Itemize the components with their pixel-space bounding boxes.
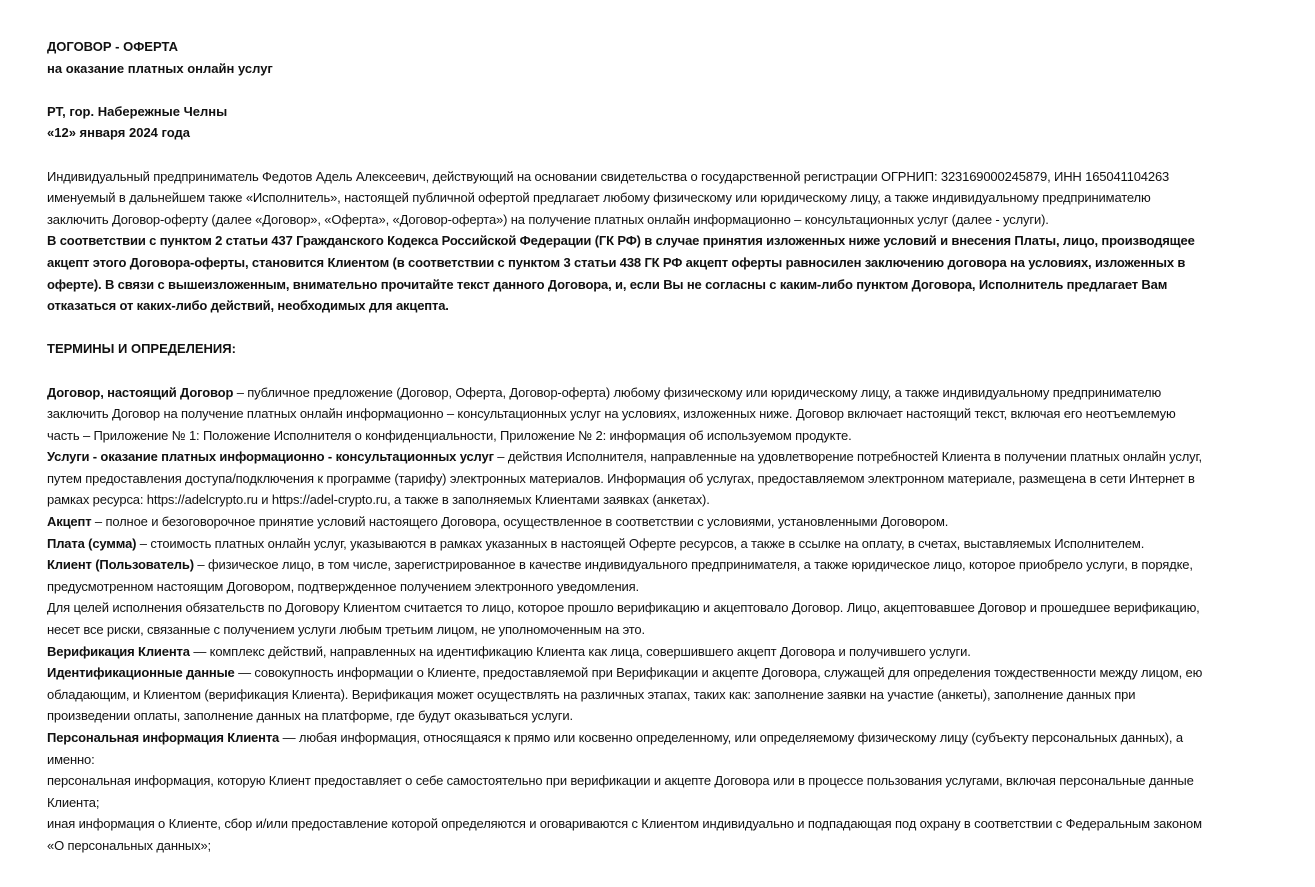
term-definition: — комплекс действий, направленных на идентификацию Клиента как лица, совершившего акцепт Договора и получившего услуги.: [189, 643, 971, 659]
term-services: [47, 446, 1207, 511]
terms-heading: ТЕРМИНЫ И ОПРЕДЕЛЕНИЯ:: [47, 341, 236, 357]
intro-paragraph: Индивидуальный предприниматель Федотов Адель Алексеевич, действующий на основании свидетельства о государственной регистрации ОГРНИП: 323169000245879, ИНН 165041104263 именуемый в дальнейшем также «Исполнитель», настоящей публичной офертой предлагает любому физическому или юридическому лицу, а также индивидуальному предпринимателю заключить Договор-оферту (далее «Договор», «Оферта», «Договор-оферта») на получение платных онлайн информационно – консультационных услуг (далее - услуги).: [47, 168, 1170, 227]
term-name: Услуги - оказание платных информационно - консультационных услуг: [47, 449, 494, 465]
document-place: РТ, гор. Набережные Челны: [47, 103, 228, 119]
document-date: «12» января 2024 года: [47, 125, 191, 141]
term-definition: – полное и безоговорочное принятие условий настоящего Договора, осуществленное в соответствии с условиями, установленными Договором.: [91, 514, 949, 530]
term-name: Договор, настоящий Договор: [47, 384, 234, 400]
spacer: [47, 360, 1207, 382]
term-verification: [47, 641, 1207, 663]
term-definition: персональная информация, которую Клиент предоставляет о себе самостоятельно при верификации и акцепте Договора или в процессе пользования услугами, включая персональные данные Клиента;: [47, 773, 1194, 810]
client-clarification: [47, 597, 1207, 640]
term-definition: – действия Исполнителя, направленные на удовлетворение потребностей Клиента в получении платных онлайн услуг, путем предоставления доступа/подключения к программе (тарифу) электронных материалов. Информация об услугах, предоставляемом электронном материале, размещена в сети Интернет в рамках ресурса: https://adelcrypto.ru и https://adel-crypto.ru, а также в заполняемых Клиентами заявках (анкетах).: [47, 449, 1202, 508]
term-name: Акцепт: [47, 514, 92, 530]
spacer: [47, 79, 1207, 101]
term-definition: – стоимость платных онлайн услуг, указываются в рамках указанных в настоящей Оферте ресурсов, а также в ссылке на оплату, в счетах, выставляемых Исполнителем.: [136, 535, 1145, 551]
term-definition: – физическое лицо, в том числе, зарегистрированное в качестве индивидуального предпринимателя, а также юридическое лицо, которое приобрело услуги, в порядке, предусмотренном настоящим Договором, подтвержденное получением электронного уведомления.: [47, 557, 1193, 594]
term-definition: — любая информация, относящаяся к прямо или косвенно определенному, или определяемому физическому лицу (субъекту персональных данных), а именно:: [47, 730, 1183, 767]
document-subtitle: на оказание платных онлайн услуг: [47, 60, 273, 76]
term-identification-data: [47, 662, 1207, 727]
term-payment: [47, 533, 1207, 555]
term-name: Верификация Клиента: [47, 643, 190, 659]
term-definition: — совокупность информации о Клиенте, предоставляемой при Верификации и акцепте Договора, служащей для определения тождественности между лицом, ею обладающим, и Клиентом (верификация Клиента). Верификация может осуществлять на различных этапах, таких как: заполнение заявки на участие (анкеты), заполнение данных при произведении оплаты, заполнение данных на платформе, где будут оказываться услуги.: [47, 665, 1203, 724]
term-name: Плата (сумма): [47, 535, 137, 551]
term-definition: – публичное предложение (Договор, Оферта, Договор-оферта) любому физическому или юридическому лицу, а также индивидуальному предпринимателю заключить Договор на получение платных онлайн информационно – консультационных услуг на условиях, изложенных ниже. Договор включает настоящий текст, включая его неотъемлемую часть – Приложение № 1: Положение Исполнителя о конфиденциальности, Приложение № 2: информация об используемом продукте.: [47, 384, 1176, 443]
term-name: Идентификационные данные: [47, 665, 235, 681]
terms-list: [47, 382, 1207, 857]
term-acceptance: [47, 511, 1207, 533]
term-definition: иная информация о Клиенте, сбор и/или предоставление которой определяются и оговариваются с Клиентом индивидуально и подпадающая под охрану в соответствии с Федеральным законом «О персональных данных»;: [47, 816, 1202, 853]
term-name: Персональная информация Клиента: [47, 730, 280, 745]
acceptance-notice: В соответствии с пунктом 2 статьи 437 Гражданского Кодекса Российской Федерации (ГК РФ) в случае принятия изложенных ниже условий и внесения Платы, лицо, производящее акцепт этого Договора-оферты, становится Клиентом (в соответствии с пунктом 3 статьи 438 ГК РФ акцепт оферты равносилен заключению договора на условиях, изложенных в оферте). В связи с вышеизложенным, внимательно прочитайте текст данного Договора, и, если Вы не согласны с каким-либо пунктом Договора, Исполнитель предлагает Вам отказаться от каких-либо действий, необходимых для акцепта.: [47, 233, 1195, 314]
term-contract: [47, 382, 1207, 447]
offer-document: [47, 36, 1207, 857]
spacer: [47, 317, 1207, 339]
personal-info-item: [47, 770, 1207, 813]
spacer: [47, 144, 1207, 166]
personal-info-item: [47, 813, 1207, 856]
term-client: [47, 554, 1207, 597]
term-personal-information: [47, 727, 1207, 770]
term-name: Клиент (Пользователь): [47, 557, 194, 573]
term-definition: Для целей исполнения обязательств по Договору Клиентом считается то лицо, которое прошло верификацию и акцептовало Договор. Лицо, акцептовавшее Договор и прошедшее верификацию, несет все риски, связанные с получением услуги любым третьим лицом, не уполномоченным на это.: [47, 600, 1200, 638]
document-title: ДОГОВОР - ОФЕРТА: [47, 39, 178, 54]
